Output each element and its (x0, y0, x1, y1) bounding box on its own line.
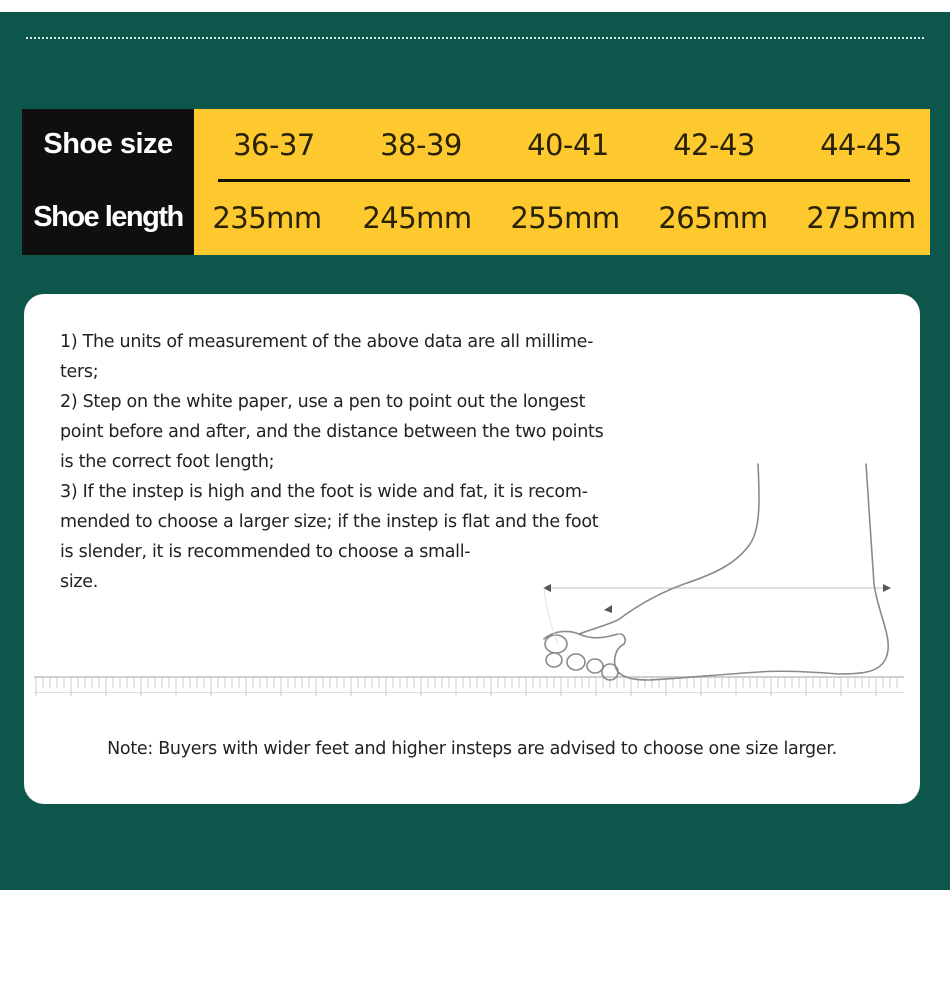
foot-outline-icon (544, 464, 888, 680)
size-cell: 38-39 (380, 128, 462, 162)
foot-measurement-icon (24, 434, 920, 724)
sizing-note: Note: Buyers with wider feet and higher insteps are advised to choose one size larger. (107, 739, 837, 759)
length-cell: 275mm (806, 201, 916, 235)
shoe-length-label: Shoe length (33, 201, 183, 233)
instruction-card (24, 294, 920, 804)
instruction-line: mended to choose a larger size; if the instep is flat and the foot (60, 512, 599, 532)
size-cell: 44-45 (820, 128, 902, 162)
row-label-column (22, 109, 194, 255)
instruction-line: is slender, it is recommended to choose a small- (60, 542, 471, 562)
instruction-line: 1) The units of measurement of the above data are all millime- (60, 332, 594, 352)
dotted-divider (26, 37, 924, 39)
instruction-line: 2) Step on the white paper, use a pen to point out the longest (60, 392, 586, 412)
size-table (22, 109, 930, 255)
length-arrow-icon (543, 584, 891, 613)
table-divider (218, 179, 910, 182)
size-cell: 42-43 (673, 128, 755, 162)
instruction-line: 3) If the instep is high and the foot is wide and fat, it is recom- (60, 482, 588, 502)
length-cell: 235mm (212, 201, 322, 235)
instruction-line: size. (60, 572, 98, 592)
length-cell: 255mm (510, 201, 620, 235)
instruction-line: ters; (60, 362, 99, 382)
size-guide-panel (0, 12, 950, 890)
ruler-icon (34, 676, 904, 696)
length-cell: 245mm (362, 201, 472, 235)
size-cell: 40-41 (527, 128, 609, 162)
instruction-line: point before and after, and the distance between the two points (60, 422, 604, 442)
shoe-size-label: Shoe size (43, 128, 173, 160)
length-cell: 265mm (658, 201, 768, 235)
instruction-line: is the correct foot length; (60, 452, 275, 472)
size-cell: 36-37 (233, 128, 315, 162)
